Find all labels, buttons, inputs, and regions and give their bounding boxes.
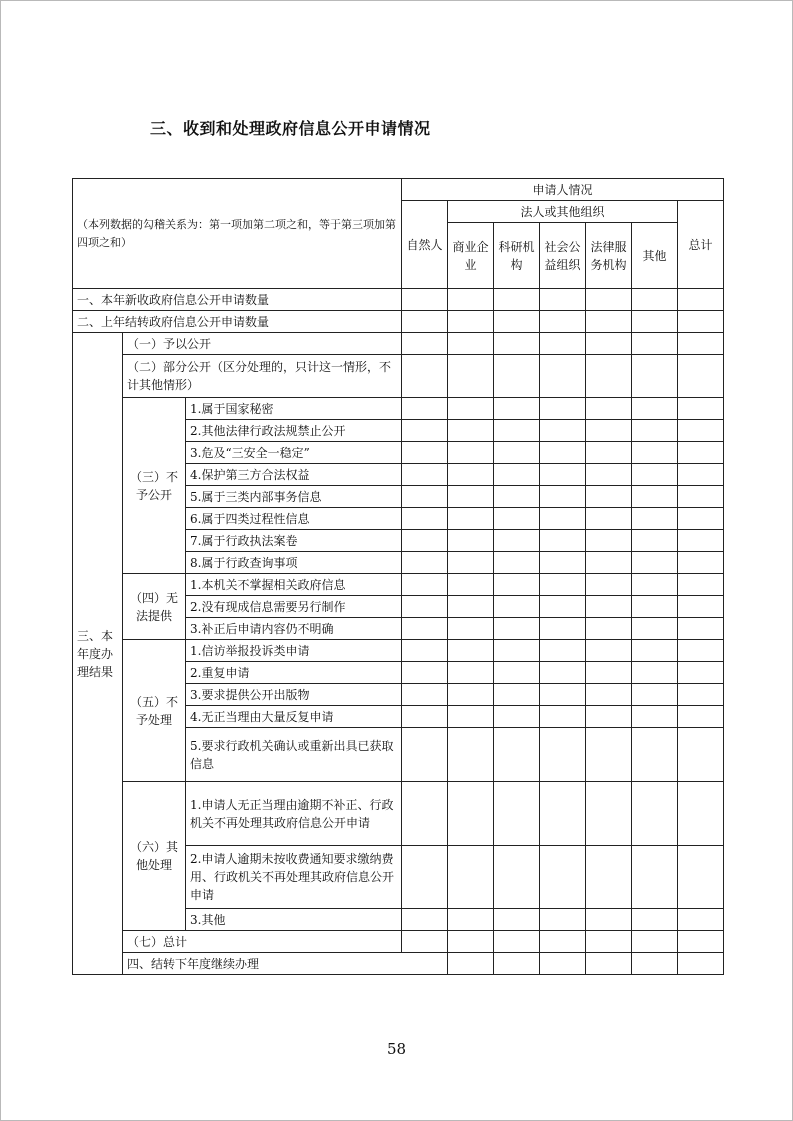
row-label: 6.属于四类过程性信息 [186,508,402,530]
table-row [73,398,724,420]
page-number: 58 [386,1040,407,1058]
table-row [73,289,724,311]
group-label: （六）其他处理 [123,782,186,931]
row-label: 1.属于国家秘密 [186,398,402,420]
row-label: 1.本机关不掌握相关政府信息 [186,574,402,596]
commercial-header: 商业企业 [448,223,494,289]
table-row [73,311,724,333]
public-welfare-header: 社会公益组织 [540,223,586,289]
table-row [73,333,724,355]
legal-org-header: 法人或其他组织 [448,201,678,223]
row-label: （七）总计 [123,931,402,953]
row-label: 2.没有现成信息需要另行制作 [186,596,402,618]
row-label: 3.其他 [186,909,402,931]
table-row [73,782,724,846]
application-table [72,178,724,975]
page-title: 三、收到和处理政府信息公开申请情况 [150,119,431,138]
table-row [73,931,724,953]
note-cell: （本列数据的勾稽关系为：第一项加第二项之和，等于第三项加第四项之和） [73,179,402,289]
natural-person-header: 自然人 [402,201,448,289]
group-label: （三）不予公开 [123,398,186,574]
table-row [73,574,724,596]
row-label: 3.危及“三安全一稳定” [186,442,402,464]
group-label: （五）不予处理 [123,640,186,782]
row-label: 1.信访举报投诉类申请 [186,640,402,662]
research-header: 科研机构 [494,223,540,289]
row-label: 2.其他法律行政法规禁止公开 [186,420,402,442]
table-row [73,953,724,975]
row-label: 1.申请人无正当理由逾期不补正、行政机关不再处理其政府信息公开申请 [186,782,402,846]
row-label: 5.属于三类内部事务信息 [186,486,402,508]
row-label: 7.属于行政执法案卷 [186,530,402,552]
row-label: 4.保护第三方合法权益 [186,464,402,486]
row-label: 3.要求提供公开出版物 [186,684,402,706]
section-label: 三、本年度办理结果 [73,333,123,975]
applicant-header: 申请人情况 [402,179,724,201]
row-label: 二、上年结转政府信息公开申请数量 [73,311,402,333]
row-label: 2.重复申请 [186,662,402,684]
row-label: 3.补正后申请内容仍不明确 [186,618,402,640]
row-label: 一、本年新收政府信息公开申请数量 [73,289,402,311]
row-label: 4.无正当理由大量反复申请 [186,706,402,728]
row-label: 8.属于行政查询事项 [186,552,402,574]
row-label: （一）予以公开 [123,333,402,355]
other-header: 其他 [632,223,678,289]
row-label: 5.要求行政机关确认或重新出具已获取信息 [186,728,402,782]
legal-service-header: 法律服务机构 [586,223,632,289]
table-row [73,640,724,662]
group-label: （四）无法提供 [123,574,186,640]
total-header: 总计 [678,201,724,289]
row-label: 2.申请人逾期未按收费通知要求缴纳费用、行政机关不再处理其政府信息公开申请 [186,846,402,909]
row-label: （二）部分公开（区分处理的，只计这一情形，不计其他情形） [123,355,402,398]
table-row [73,355,724,398]
row-label: 四、结转下年度继续办理 [123,953,448,975]
